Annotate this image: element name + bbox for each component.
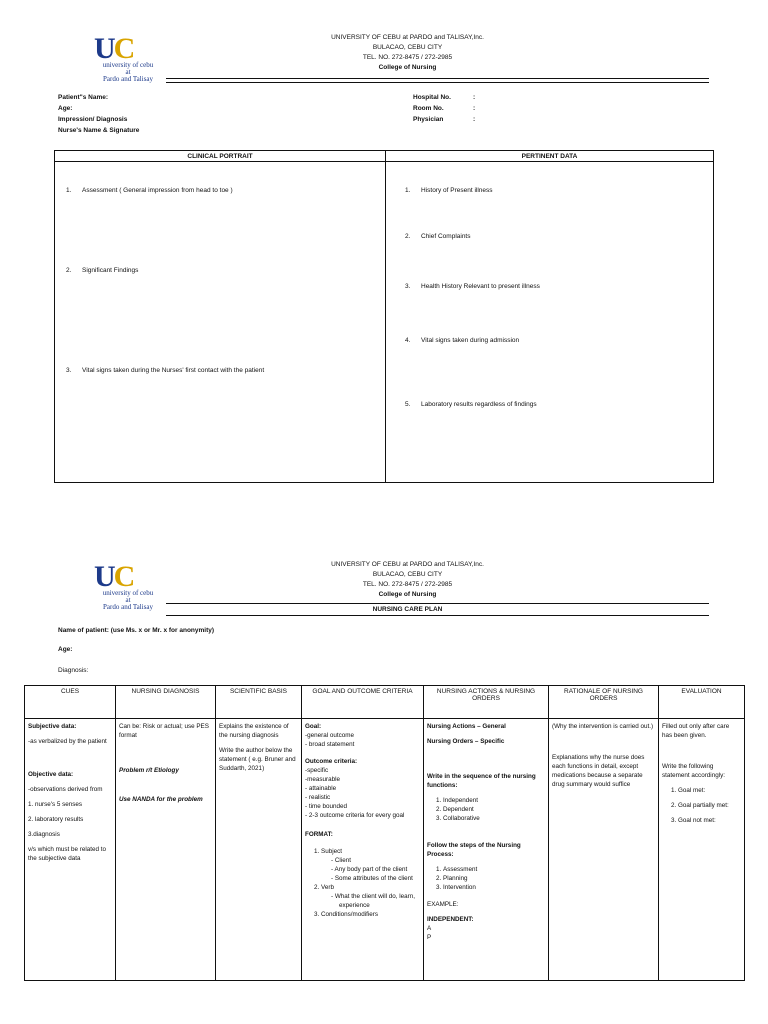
- hospital-fields: Hospital No. : Room No. : Physician :: [413, 94, 476, 123]
- header-rule-thin: [166, 82, 709, 83]
- diagnosis-line: Diagnosis:: [58, 667, 89, 674]
- basis-cell: Explains the existence of the nursing diagnosis Write the author below the statement ( e.g. Bruner and Suddarth, 2021): [216, 719, 302, 981]
- list-item: 2. Chief Complaints: [405, 233, 471, 240]
- list-item: 2. Significant Findings: [66, 267, 139, 274]
- nursing-care-plan-table: [24, 685, 745, 981]
- evaluation-cell: Filled out only after care has been given. Write the following statement accordingly: 1. Goal met: 2. Goal partially met: 3. Goal not met:: [659, 719, 745, 981]
- goal-cell: Goal: -general outcome - broad statement Outcome criteria: -specific -measurable - attainable - realistic - time bounded - 2-3 outcome criteria for every goal FORMAT: 1. Subject - Client - Any body part of the client - Some attributes of the client 2. Verb - What the client will do, learn, experience 3. Conditions/modifiers: [302, 719, 424, 981]
- col-header-rationale: RATIONALE OF NURSING ORDERS: [549, 686, 659, 719]
- page1-header: UNIVERSITY OF CEBU at PARDO and TALISAY,Inc. BULACAO, CEBU CITY TEL. NO. 272-8475 / 272-2985 College of Nursing: [331, 34, 484, 71]
- page2-header: UNIVERSITY OF CEBU at PARDO and TALISAY,Inc. BULACAO, CEBU CITY TEL. NO. 272-8475 / 272-2985 College of Nursing: [331, 561, 484, 598]
- list-item: 1. Assessment ( General impression from head to toe ): [66, 187, 233, 194]
- cues-cell: Subjective data: -as verbalized by the patient Objective data: -observations derived from 1. nurse's 5 senses 2. laboratory results 3.diagnosis v/s which must be related to the subjective data: [25, 719, 116, 981]
- patient-name-line: Name of patient: (use Ms. x or Mr. x for anonymity): [58, 627, 215, 634]
- header-rule: [166, 78, 709, 79]
- diagnosis-cell: Can be: Risk or actual; use PES format Problem r/t Etiology Use NANDA for the problem: [116, 719, 216, 981]
- pertinent-data-header: PERTINENT DATA: [386, 151, 714, 162]
- patient-fields: Patient"s Name: Age: Impression/ Diagnosis Nurse's Name & Signature: [58, 94, 140, 134]
- col-header-basis: SCIENTIFIC BASIS: [216, 686, 302, 719]
- list-item: 4. Vital signs taken during admission: [405, 337, 520, 344]
- list-item: 1. History of Present illness: [405, 187, 493, 194]
- list-item: 3. Vital signs taken during the Nurses' first contact with the patient: [66, 367, 265, 374]
- clinical-portrait-table: [54, 150, 714, 483]
- list-item: 5. Laboratory results regardless of findings: [405, 401, 537, 408]
- header-rule-thin: [166, 615, 709, 616]
- rationale-cell: (Why the intervention is carried out.) Explanations why the nurse does each functions in detail, except medications because a separate drug summary would suffice: [549, 719, 659, 981]
- list-item: 3. Health History Relevant to present illness: [405, 283, 540, 290]
- header-rule: [166, 603, 709, 604]
- col-header-diagnosis: NURSING DIAGNOSIS: [116, 686, 216, 719]
- age-line: Age:: [58, 646, 73, 653]
- col-header-evaluation: EVALUATION: [659, 686, 745, 719]
- clinical-portrait-header: CLINICAL PORTRAIT: [55, 151, 386, 162]
- care-plan-title: NURSING CARE PLAN: [372, 606, 443, 613]
- col-header-goal: GOAL AND OUTCOME CRITERIA: [302, 686, 424, 719]
- university-logo: UC university of cebu at Pardo and Talisay: [94, 32, 154, 83]
- actions-cell: Nursing Actions – General Nursing Orders – Specific Write in the sequence of the nursing functions: 1. Independent 2. Dependent 3. Collaborative Follow the steps of the Nursing Process: 1. Assessment 2. Planning 3. Intervention EXAMPLE: INDEPENDENT: A P: [424, 719, 549, 981]
- col-header-cues: CUES: [25, 686, 116, 719]
- university-logo: UC university of cebu at Pardo and Talisay: [94, 560, 154, 611]
- col-header-actions: NURSING ACTIONS & NURSING ORDERS: [424, 686, 549, 719]
